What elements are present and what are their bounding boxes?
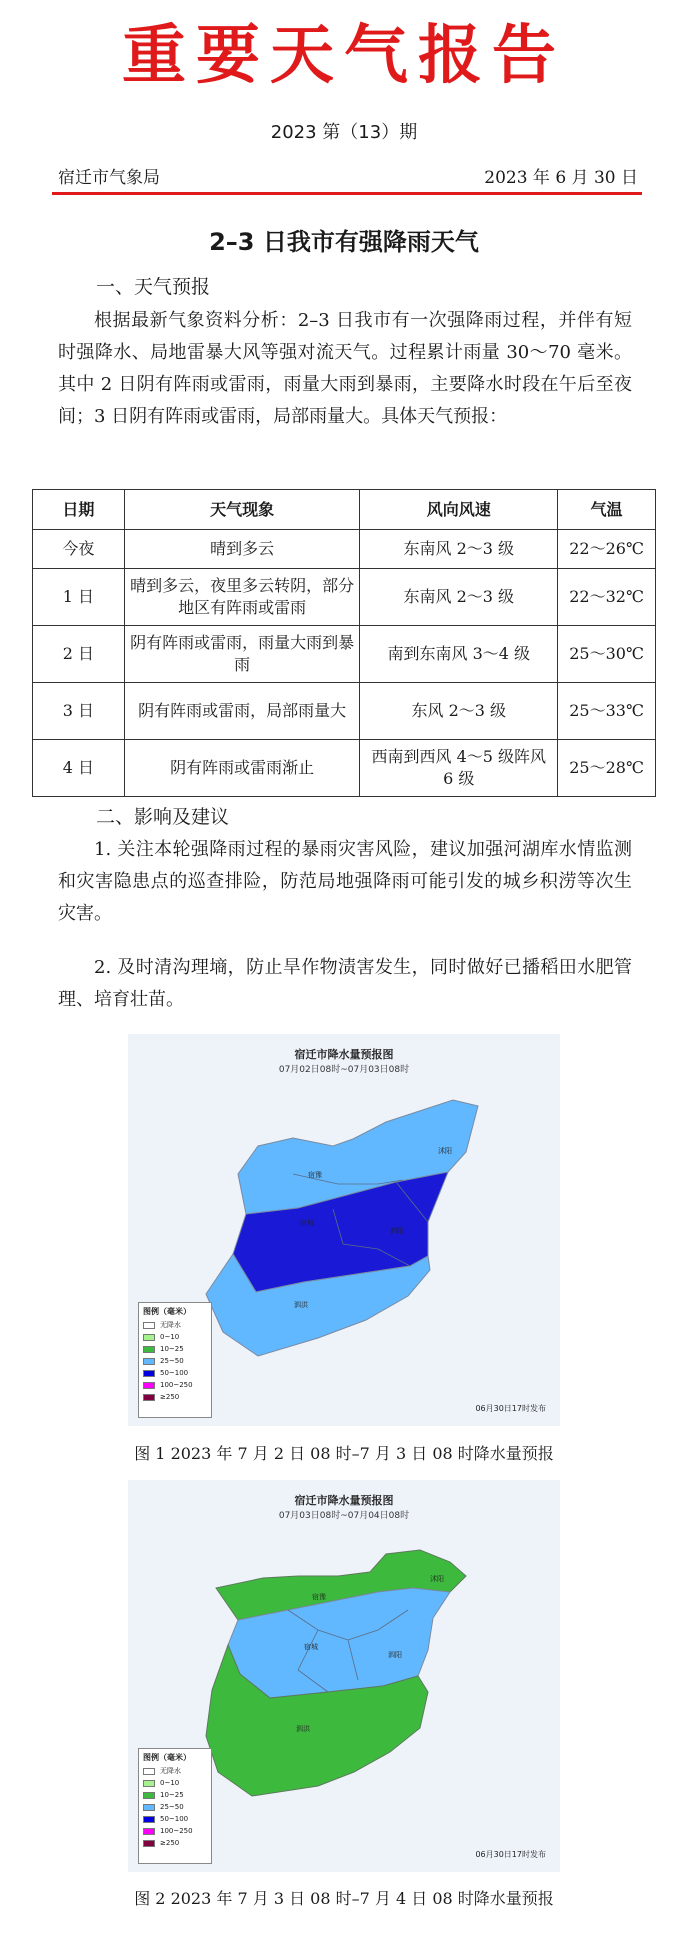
- legend-label: 25~50: [160, 1357, 184, 1365]
- precip-map-2: [128, 1480, 560, 1872]
- cell-date: 2 日: [33, 626, 125, 683]
- map-1-county: 宿城: [300, 1219, 314, 1227]
- cell-weather: 阴有阵雨或雷雨渐止: [124, 740, 360, 797]
- map-1-county: 沭阳: [438, 1147, 452, 1155]
- legend-title: 图例（毫米）: [143, 1753, 191, 1762]
- issuer: 宿迁市气象局: [58, 168, 160, 188]
- section1-paragraph: 根据最新气象资料分析：2–3 日我市有一次强降雨过程，并伴有短时强降水、局地雷暴大风等强对流天气。过程累计雨量 30～70 毫米。其中 2 日阴有阵雨或雷雨，雨量大雨到暴雨，主要降水时段在午后至夜间；3 日阴有阵雨或雷雨，局部雨量大。具体天气预报：: [58, 310, 632, 427]
- table-row: [33, 626, 656, 683]
- cell-date: 1 日: [33, 569, 125, 626]
- legend-swatch: [143, 1334, 155, 1341]
- legend-label: 无降水: [160, 1767, 181, 1775]
- legend-label: 100~250: [160, 1381, 193, 1389]
- legend-swatch: [143, 1828, 155, 1835]
- red-divider: [52, 192, 642, 195]
- header-date: 日期: [33, 490, 125, 530]
- cell-wind: 西南到西风 4～5 级阵风 6 级: [360, 740, 558, 797]
- table-row: [33, 569, 656, 626]
- cell-wind: 东南风 2～3 级: [360, 569, 558, 626]
- legend-item: [143, 1825, 207, 1837]
- header-weather: 天气现象: [124, 490, 360, 530]
- issue-number: 2023 第（13）期: [270, 122, 418, 143]
- legend-label: ≥250: [160, 1839, 180, 1847]
- legend-item: [143, 1765, 207, 1777]
- legend-title: 图例（毫米）: [143, 1307, 191, 1316]
- legend-item: [143, 1355, 207, 1367]
- cell-temp: 22～26℃: [558, 530, 656, 569]
- map-2-caption: 图 2 2023 年 7 月 3 日 08 时–7 月 4 日 08 时降水量预报: [134, 1889, 554, 1908]
- map-1-county: 泗阳: [390, 1227, 404, 1235]
- map-2-county: 泗洪: [296, 1725, 310, 1733]
- table-header-row: [33, 490, 656, 530]
- legend-item: [143, 1379, 207, 1391]
- headline: 2–3 日我市有强降雨天气: [209, 228, 479, 256]
- precip-map-1: [128, 1034, 560, 1426]
- legend-item: [143, 1789, 207, 1801]
- legend-item: [143, 1343, 207, 1355]
- issuer-row: [58, 162, 638, 188]
- legend-label: 50~100: [160, 1369, 189, 1377]
- map-2-county: 泗阳: [388, 1651, 402, 1659]
- map-1-published: 06月30日17时发布: [475, 1404, 546, 1413]
- table-row: [33, 530, 656, 569]
- report-masthead: 重要天气报告: [122, 19, 566, 93]
- cell-wind: 东南风 2～3 级: [360, 530, 558, 569]
- table-row: [33, 683, 656, 740]
- legend-item: [143, 1319, 207, 1331]
- map-2-legend: [138, 1748, 212, 1864]
- map-1-title: 宿迁市降水量预报图: [294, 1048, 394, 1061]
- legend-swatch: [143, 1816, 155, 1823]
- map-1-period: 07月02日08时~07月03日08时: [278, 1065, 410, 1075]
- section2-item1: 1. 关注本轮强降雨过程的暴雨灾害风险，建议加强河湖库水情监测和灾害隐患点的巡查排险，防范局地强降雨可能引发的城乡积涝等次生灾害。: [58, 839, 632, 924]
- legend-label: 无降水: [160, 1321, 181, 1329]
- legend-item: [143, 1331, 207, 1343]
- map-1-legend: [138, 1302, 212, 1418]
- legend-swatch: [143, 1394, 155, 1401]
- cell-temp: 22～32℃: [558, 569, 656, 626]
- cell-wind: 东风 2～3 级: [360, 683, 558, 740]
- legend-label: 25~50: [160, 1803, 184, 1811]
- map-1-county: 宿豫: [308, 1171, 322, 1179]
- cell-wind: 南到东南风 3～4 级: [360, 626, 558, 683]
- map-2-county: 宿豫: [312, 1593, 326, 1601]
- cell-weather: 晴到多云: [124, 530, 360, 569]
- legend-label: 10~25: [160, 1345, 184, 1353]
- legend-swatch: [143, 1840, 155, 1847]
- legend-item: [143, 1777, 207, 1789]
- legend-item: [143, 1801, 207, 1813]
- legend-swatch: [143, 1382, 155, 1389]
- map-2-county: 沭阳: [430, 1575, 444, 1583]
- cell-temp: 25～28℃: [558, 740, 656, 797]
- legend-label: 10~25: [160, 1791, 184, 1799]
- map-1-caption: 图 1 2023 年 7 月 2 日 08 时–7 月 3 日 08 时降水量预报: [134, 1444, 554, 1463]
- legend-label: 100~250: [160, 1827, 193, 1835]
- legend-label: 0~10: [160, 1333, 180, 1341]
- legend-label: ≥250: [160, 1393, 180, 1401]
- legend-swatch: [143, 1804, 155, 1811]
- legend-item: [143, 1367, 207, 1379]
- cell-weather: 晴到多云，夜里多云转阴，部分地区有阵雨或雷雨: [124, 569, 360, 626]
- header-temp: 气温: [558, 490, 656, 530]
- cell-date: 3 日: [33, 683, 125, 740]
- legend-swatch: [143, 1780, 155, 1787]
- legend-swatch: [143, 1768, 155, 1775]
- legend-item: [143, 1837, 207, 1849]
- issue-date: 2023 年 6 月 30 日: [484, 168, 638, 188]
- map-2-county: 宿城: [304, 1643, 318, 1651]
- cell-weather: 阴有阵雨或雷雨，局部雨量大: [124, 683, 360, 740]
- cell-temp: 25～33℃: [558, 683, 656, 740]
- legend-item: [143, 1391, 207, 1403]
- legend-swatch: [143, 1322, 155, 1329]
- map-2-period: 07月03日08时~07月04日08时: [278, 1511, 410, 1521]
- map-1-county: 泗洪: [294, 1301, 308, 1309]
- header-wind: 风向风速: [360, 490, 558, 530]
- legend-swatch: [143, 1346, 155, 1353]
- section2-item2: 2. 及时清沟理墒，防止旱作物渍害发生，同时做好已播稻田水肥管理、培育壮苗。: [58, 957, 632, 1010]
- cell-temp: 25～30℃: [558, 626, 656, 683]
- legend-swatch: [143, 1370, 155, 1377]
- cell-date: 今夜: [33, 530, 125, 569]
- cell-date: 4 日: [33, 740, 125, 797]
- legend-swatch: [143, 1792, 155, 1799]
- table-row: [33, 740, 656, 797]
- forecast-table: [32, 489, 656, 797]
- section2-title: 二、影响及建议: [96, 806, 230, 828]
- cell-weather: 阴有阵雨或雷雨，雨量大雨到暴雨: [124, 626, 360, 683]
- map-2-published: 06月30日17时发布: [475, 1850, 546, 1859]
- legend-item: [143, 1813, 207, 1825]
- legend-swatch: [143, 1358, 155, 1365]
- section1-title: 一、天气预报: [96, 276, 211, 298]
- map-2-title: 宿迁市降水量预报图: [294, 1494, 394, 1507]
- legend-label: 50~100: [160, 1815, 189, 1823]
- legend-label: 0~10: [160, 1779, 180, 1787]
